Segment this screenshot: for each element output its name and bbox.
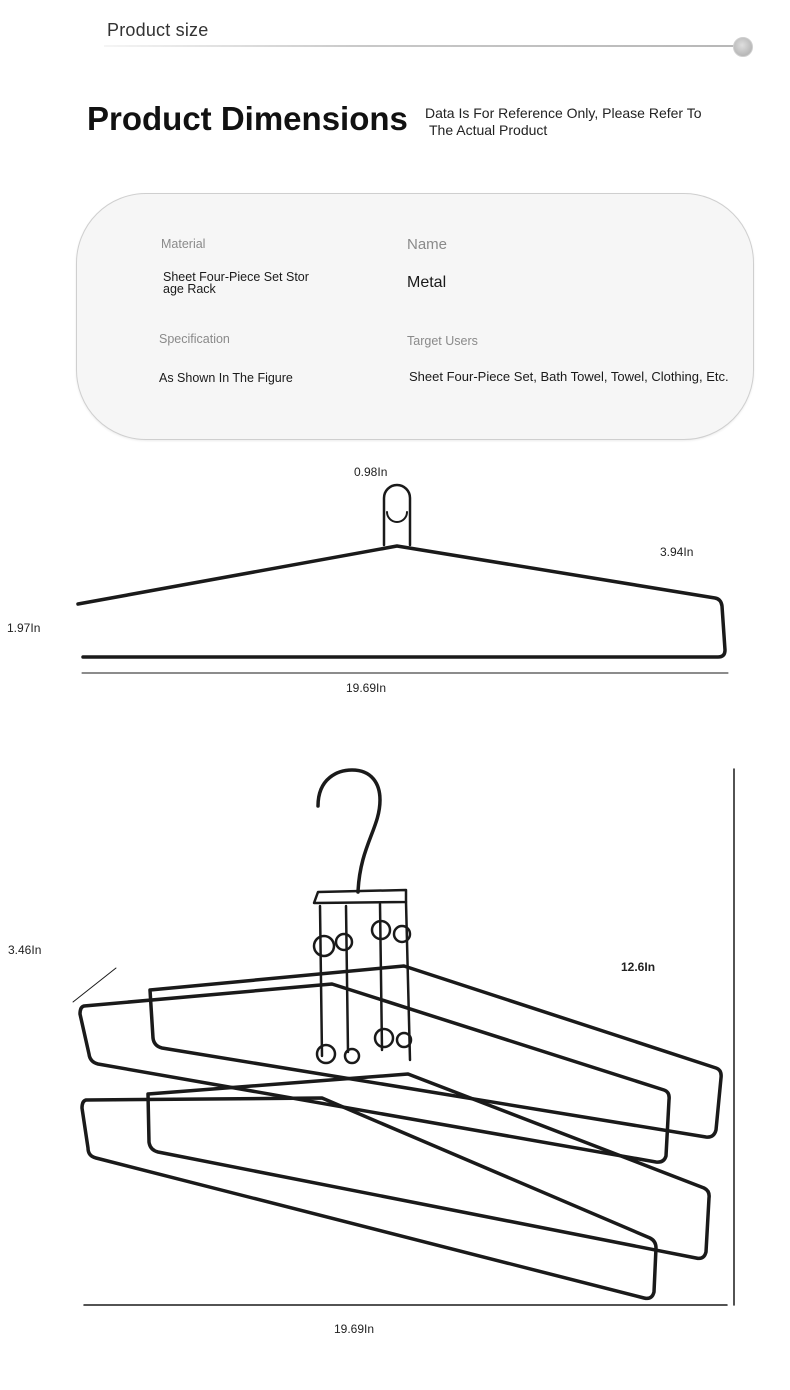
name-value: Metal	[407, 274, 447, 291]
single-hanger-height-label: 1.97In	[7, 621, 41, 635]
target-users-value: Sheet Four-Piece Set, Bath Towel, Towel, Clothing, Etc.	[409, 369, 729, 384]
material-value-line2: age Rack	[163, 282, 216, 296]
target-users-label: Target Users	[407, 334, 478, 348]
reference-note-line2: The Actual Product	[429, 122, 548, 138]
arm-depth-label: 3.94In	[660, 545, 694, 559]
stacked-depth-dimension-line	[73, 968, 116, 1002]
material-label: Material	[161, 237, 206, 251]
stacked-hanger-3	[148, 1074, 709, 1258]
stacked-hanger-4	[82, 1098, 656, 1298]
stacked-top-box	[314, 890, 406, 903]
specification-label: Specification	[159, 332, 230, 346]
stacked-width-label: 19.69In	[334, 1322, 375, 1336]
hook-width-label: 0.98In	[354, 465, 388, 479]
stacked-height-label: 12.6In	[621, 960, 656, 974]
stacked-hanger-2	[80, 984, 669, 1162]
section-title: Product size	[107, 20, 209, 40]
reference-note-line1: Data Is For Reference Only, Please Refer To	[425, 105, 702, 121]
single-hanger-width-label: 19.69In	[346, 681, 387, 695]
stacked-depth-label: 3.46In	[8, 943, 42, 957]
material-value-line1: Sheet Four-Piece Set Stor	[163, 270, 309, 284]
name-label: Name	[407, 236, 448, 253]
stacked-hook	[318, 770, 380, 892]
specification-value: As Shown In The Figure	[159, 371, 293, 385]
page-title: Product Dimensions	[87, 100, 408, 137]
